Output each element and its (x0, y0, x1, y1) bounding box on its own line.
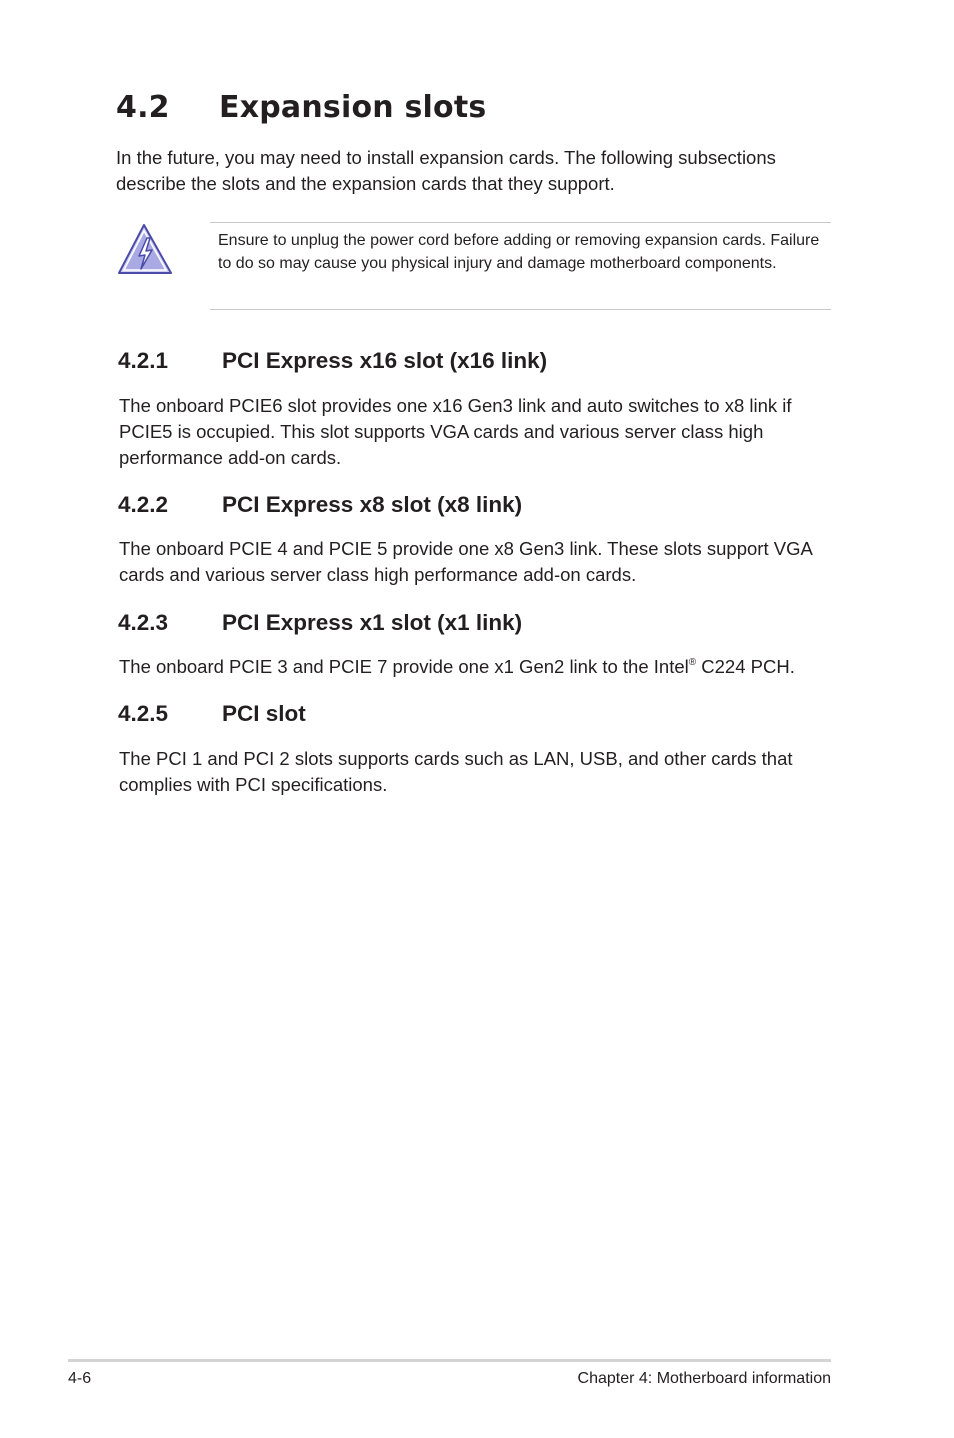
subsection-heading-4-2-3 (118, 610, 522, 636)
subsection-number: 4.2.3 (118, 610, 169, 635)
body-text-pre: The onboard PCIE 3 and PCIE 7 provide one x1 Gen2 link to the Intel (119, 656, 689, 677)
registered-mark: ® (688, 657, 697, 668)
subsection-number: 4.2.2 (118, 492, 169, 517)
chapter-label: Chapter 4: Motherboard information (577, 1370, 831, 1387)
subsection-heading-4-2-2 (118, 492, 522, 518)
subsection-title: PCI Express x1 slot (x1 link) (222, 610, 523, 635)
section-number: 4.2 (116, 90, 170, 125)
body-text-post: C224 PCH. (696, 656, 795, 677)
subsection-title: PCI Express x8 slot (x8 link) (222, 492, 523, 517)
intro-paragraph: In the future, you may need to install expansion cards. The following subsections describe the slots and the expansion cards that they support. (116, 147, 776, 194)
caution-note (210, 222, 831, 310)
section-title: Expansion slots (219, 90, 487, 125)
subsection-title: PCI slot (222, 701, 306, 726)
subsection-number: 4.2.1 (118, 348, 169, 373)
caution-text: Ensure to unplug the power cord before adding or removing expansion cards. Failure to do so may cause you physical injury and damage motherboard components. (218, 232, 820, 272)
subsection-body-4-2-2: The onboard PCIE 4 and PCIE 5 provide one x8 Gen3 link. These slots support VGA cards and various server class high performance add-on cards. (119, 538, 812, 585)
warning-lightning-icon (116, 222, 174, 276)
footer-divider (68, 1359, 831, 1362)
subsection-body-4-2-3 (119, 654, 839, 680)
subsection-title: PCI Express x16 slot (x16 link) (222, 348, 548, 373)
subsection-body-4-2-5: The PCI 1 and PCI 2 slots supports cards such as LAN, USB, and other cards that complies with PCI specifications. (119, 748, 793, 795)
subsection-number: 4.2.5 (118, 701, 169, 726)
page-number: 4-6 (68, 1370, 92, 1387)
page-title (116, 90, 486, 125)
subsection-body-4-2-1: The onboard PCIE6 slot provides one x16 Gen3 link and auto switches to x8 link if PCIE5 is occupied. This slot supports VGA cards and various server class high performance add-on cards. (119, 395, 792, 468)
subsection-heading-4-2-1 (118, 348, 547, 374)
subsection-heading-4-2-5 (118, 701, 306, 727)
